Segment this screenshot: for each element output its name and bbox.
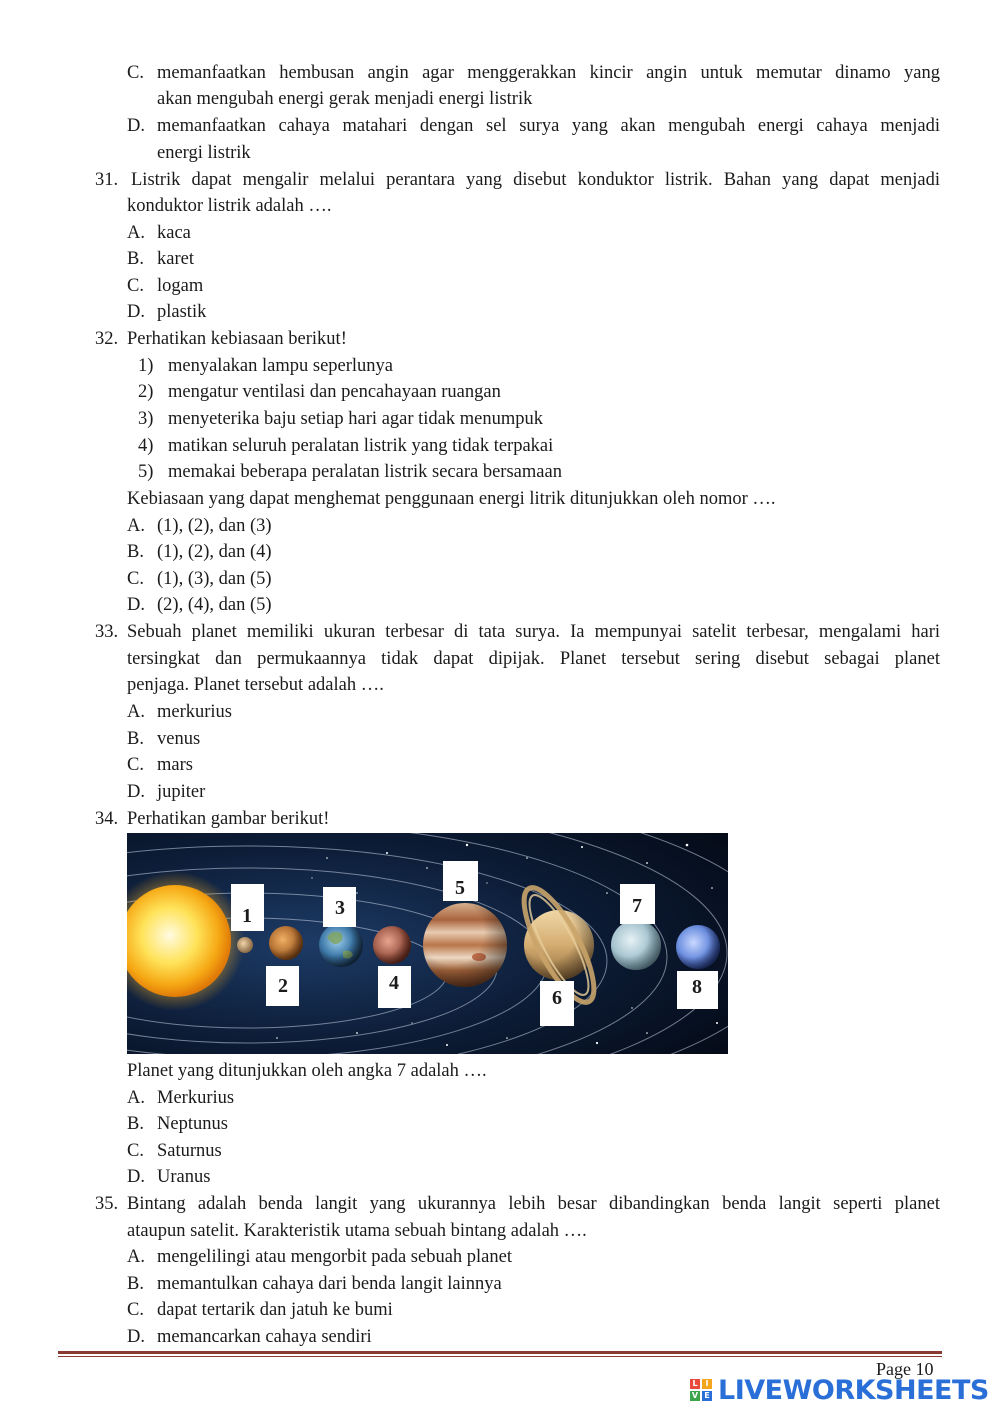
label-3: 3 (335, 897, 345, 919)
option-letter: C. (127, 63, 144, 83)
brand-name: LIVEWORKSHEETS (718, 1374, 989, 1406)
planet-venus (269, 926, 303, 960)
page-number: Page 10 (876, 1359, 934, 1379)
logo-letter: E (702, 1391, 712, 1401)
option-text-line: energi listrik (157, 143, 251, 163)
option-letter: A. (127, 223, 145, 243)
question-text-line: Listrik dapat mengalir melalui perantara yang disebut konduktor listrik. Bahan yang dapat menjadi (131, 170, 940, 190)
footer-rule (58, 1351, 942, 1354)
logo-letter: L (690, 1379, 700, 1389)
option-text: (1), (2), dan (3) (157, 516, 272, 536)
planet-neptune (676, 925, 720, 969)
option-letter: C. (127, 1141, 144, 1161)
option-letter: D. (127, 595, 145, 615)
option-text: mengelilingi atau mengorbit pada sebuah planet (157, 1247, 512, 1267)
habit-number: 1) (138, 356, 154, 376)
question-text-line: tersingkat dan permukaannya tidak dapat dipijak. Planet tersebut sering disebut sebagai planet (127, 649, 940, 669)
habit-text: menyalakan lampu seperlunya (168, 356, 393, 376)
option-text: memancarkan cahaya sendiri (157, 1327, 372, 1347)
solar-system-figure (127, 833, 728, 1054)
option-text: (2), (4), dan (5) (157, 595, 272, 615)
option-letter: D. (127, 302, 145, 322)
option-text: logam (157, 276, 204, 296)
habit-text: matikan seluruh peralatan listrik yang tidak terpakai (168, 436, 554, 456)
label-8: 8 (692, 976, 702, 998)
option-text: Saturnus (157, 1141, 222, 1161)
option-letter: B. (127, 249, 144, 269)
option-text: Uranus (157, 1167, 211, 1187)
question-text-line: Bintang adalah benda langit yang ukurannya lebih besar dibandingkan benda langit seperti planet (127, 1194, 940, 1214)
label-7: 7 (632, 895, 642, 917)
question-number: 32. (95, 329, 119, 349)
option-letter: C. (127, 276, 144, 296)
question-text-line: ataupun satelit. Karakteristik utama sebuah bintang adalah …. (127, 1221, 587, 1241)
option-letter: C. (127, 755, 144, 775)
option-letter: B. (127, 542, 144, 562)
question-prompt: Perhatikan kebiasaan berikut! (127, 329, 347, 349)
label-5: 5 (455, 877, 465, 899)
question-number: 33. (95, 622, 119, 642)
logo-letter: V (691, 1391, 699, 1400)
habit-number: 5) (138, 462, 154, 482)
option-text: (1), (3), dan (5) (157, 569, 272, 589)
option-text: kaca (157, 223, 191, 243)
label-4: 4 (389, 972, 399, 994)
habit-text: mengatur ventilasi dan pencahayaan ruangan (168, 382, 501, 402)
option-letter: D. (127, 1167, 145, 1187)
planet-earth (319, 923, 363, 967)
option-letter: D. (127, 116, 145, 136)
planet-uranus (611, 920, 661, 970)
option-text-line: memanfaatkan cahaya matahari dengan sel surya yang akan mengubah energi cahaya menjadi (157, 116, 940, 136)
option-text-line: memanfaatkan hembusan angin agar menggerakkan kincir angin untuk memutar dinamo yang (157, 63, 940, 83)
option-text-line: akan mengubah energi gerak menjadi energi listrik (157, 89, 533, 109)
planet-mars (373, 926, 411, 964)
logo-letter: I (702, 1379, 712, 1389)
habit-text: menyeterika baju setiap hari agar tidak menumpuk (168, 409, 544, 429)
label-6: 6 (552, 987, 562, 1009)
option-letter: D. (127, 1327, 145, 1347)
option-letter: D. (127, 782, 145, 802)
option-letter: A. (127, 1247, 145, 1267)
question-text-line: konduktor listrik adalah …. (127, 196, 332, 216)
question-text-line: Kebiasaan yang dapat menghemat penggunaan energi litrik ditunjukkan oleh nomor …. (127, 489, 776, 509)
option-text: (1), (2), dan (4) (157, 542, 272, 562)
planet-mercury (237, 937, 253, 953)
liveworksheets-brand[interactable] (690, 1374, 989, 1406)
option-letter: A. (127, 516, 145, 536)
question-text-line: penjaga. Planet tersebut adalah …. (127, 675, 384, 695)
question-number: 35. (95, 1194, 119, 1214)
option-text: jupiter (157, 782, 206, 802)
option-text: karet (157, 249, 194, 269)
habit-number: 2) (138, 382, 154, 402)
habit-number: 3) (138, 409, 154, 429)
question-text-line: Planet yang ditunjukkan oleh angka 7 adalah …. (127, 1061, 487, 1081)
option-text: merkurius (157, 702, 233, 722)
habit-number: 4) (138, 436, 154, 456)
option-letter: A. (127, 702, 145, 722)
option-letter: B. (127, 1114, 144, 1134)
option-text: Neptunus (157, 1114, 228, 1134)
option-text: memantulkan cahaya dari benda langit lainnya (157, 1274, 502, 1294)
question-number: 34. (95, 809, 119, 829)
option-letter: C. (127, 569, 144, 589)
option-letter: C. (127, 1300, 144, 1320)
option-letter: B. (127, 1274, 144, 1294)
option-text: plastik (157, 302, 207, 322)
question-prompt: Perhatikan gambar berikut! (127, 809, 330, 829)
question-number: 31. (95, 170, 119, 190)
habit-text: memakai beberapa peralatan listrik secara bersamaan (168, 462, 562, 482)
option-text: venus (157, 729, 201, 749)
option-letter: B. (127, 729, 144, 749)
liveworksheets-logo-icon (690, 1379, 712, 1401)
question-text-line: Sebuah planet memiliki ukuran terbesar di tata surya. Ia mempunyai satelit terbesar, mengalami hari (127, 622, 940, 642)
planet-jupiter (423, 903, 507, 987)
option-text: Merkurius (157, 1088, 235, 1108)
label-2: 2 (278, 975, 288, 997)
option-text: dapat tertarik dan jatuh ke bumi (157, 1300, 393, 1320)
label-1: 1 (242, 905, 252, 927)
option-text: mars (157, 755, 193, 775)
option-letter: A. (127, 1088, 145, 1108)
footer-rule-thin (58, 1356, 942, 1357)
